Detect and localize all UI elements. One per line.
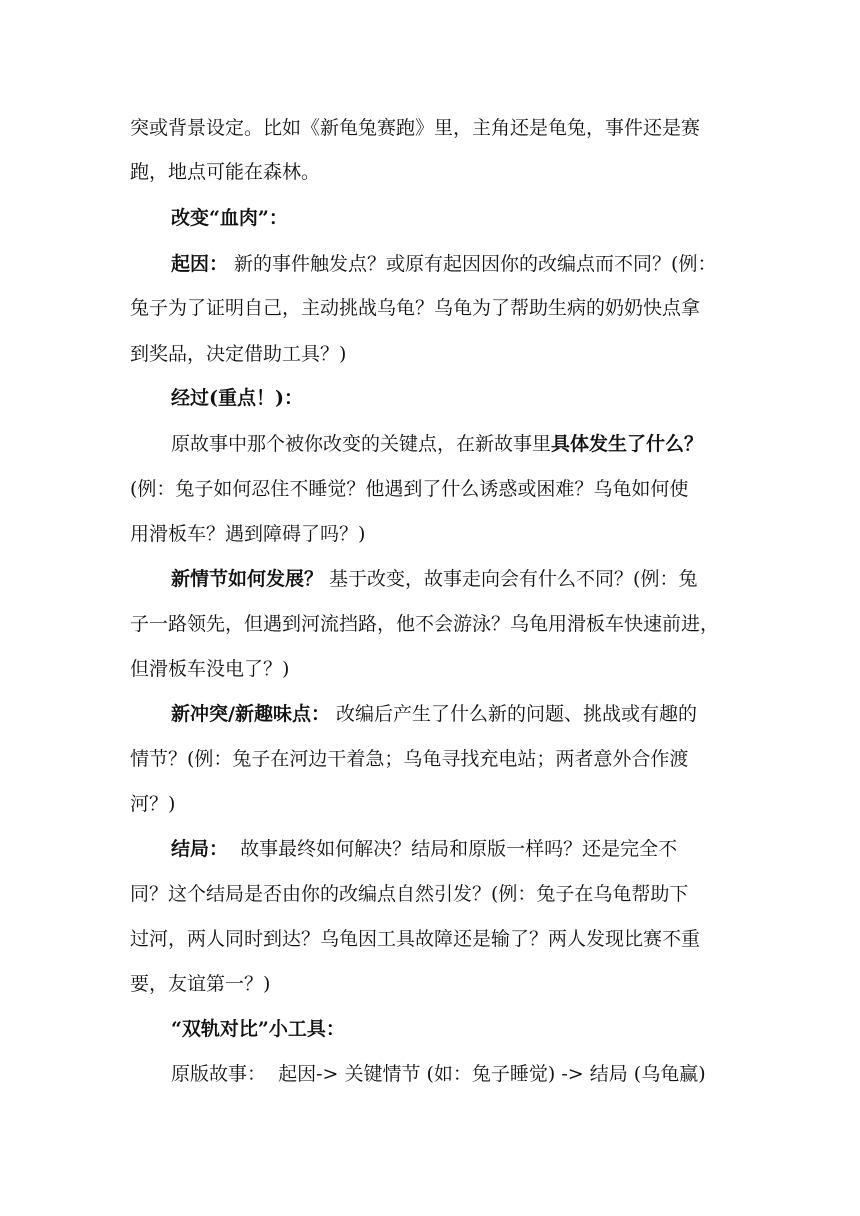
line-text: 到奖品，决定借助工具？) — [130, 343, 347, 365]
text-line — [130, 927, 740, 951]
line-text: 但滑板车没电了？) — [130, 658, 290, 680]
line-text: 原版故事： 起因-> 关键情节 (如：兔子睡觉) -> 结局 (乌龟赢) — [171, 1063, 706, 1085]
text-line — [130, 522, 740, 546]
line-text: 跑，地点可能在森林。 — [130, 161, 321, 183]
line-text: 情节？(例：兔子在河边干着急；乌龟寻找充电站；两者意外合作渡 — [130, 748, 689, 770]
term-label: 新冲突/新趣味点： — [171, 703, 330, 725]
text-line — [130, 342, 740, 366]
text-line — [171, 567, 741, 591]
line-text: 基于改变，故事走向会有什么不同？(例：兔 — [323, 568, 698, 590]
term-label: 结局： — [171, 838, 229, 860]
text-line — [130, 296, 740, 320]
line-text: (例：兔子如何忍住不睡觉？他遇到了什么诱惑或困难？乌龟如何使 — [130, 478, 689, 500]
text-line — [130, 657, 740, 681]
heading-text: 经过(重点！)： — [171, 387, 303, 409]
text-line — [130, 882, 740, 906]
line-text: 过河，两人同时到达？乌龟因工具故障还是输了？两人发现比赛不重 — [130, 928, 701, 950]
text-line — [130, 972, 740, 996]
heading-text: “双轨对比”小工具： — [171, 1018, 345, 1040]
line-text: 故事最终如何解决？结局和原版一样吗？还是完全不 — [228, 838, 678, 860]
text-line — [130, 792, 740, 816]
line-text: 突或背景设定。比如《新龟兔赛跑》里，主角还是龟兔，事件还是赛 — [130, 117, 701, 139]
line-text: 兔子为了证明自己，主动挑战乌龟？乌龟为了帮助生病的奶奶快点拿 — [130, 297, 701, 319]
section-heading — [171, 1017, 741, 1041]
text-line — [171, 432, 741, 456]
text-line — [171, 837, 741, 861]
line-text: 子一路领先，但遇到河流挡路，他不会游泳？乌龟用滑板车快速前进， — [130, 613, 720, 635]
text-line — [130, 477, 740, 501]
line-text: 同？这个结局是否由你的改编点自然引发？(例：兔子在乌龟帮助下 — [130, 883, 689, 905]
text-line — [171, 1062, 741, 1086]
text-line — [171, 252, 741, 276]
section-heading — [171, 386, 741, 410]
line-text: 原故事中那个被你改变的关键点，在新故事里 — [171, 433, 552, 455]
text-line — [130, 116, 740, 140]
term-label: 起因： — [171, 253, 229, 275]
line-text: 新的事件触发点？或原有起因因你的改编点而不同？(例： — [228, 253, 717, 275]
emphasis-text: 具体发生了什么？ — [551, 433, 704, 455]
heading-text: 改变“血肉”： — [171, 207, 288, 229]
text-line — [171, 702, 741, 726]
line-text: 要，友谊第一？) — [130, 973, 271, 995]
line-text: 用滑板车？遇到障碍了吗？) — [130, 523, 366, 545]
line-text: 河？) — [130, 793, 176, 815]
line-text: 改编后产生了什么新的问题、挑战或有趣的 — [329, 703, 697, 725]
text-line — [130, 747, 740, 771]
section-heading — [171, 206, 741, 230]
text-line — [130, 160, 740, 184]
term-label: 新情节如何发展？ — [171, 568, 324, 590]
text-line — [130, 612, 740, 636]
